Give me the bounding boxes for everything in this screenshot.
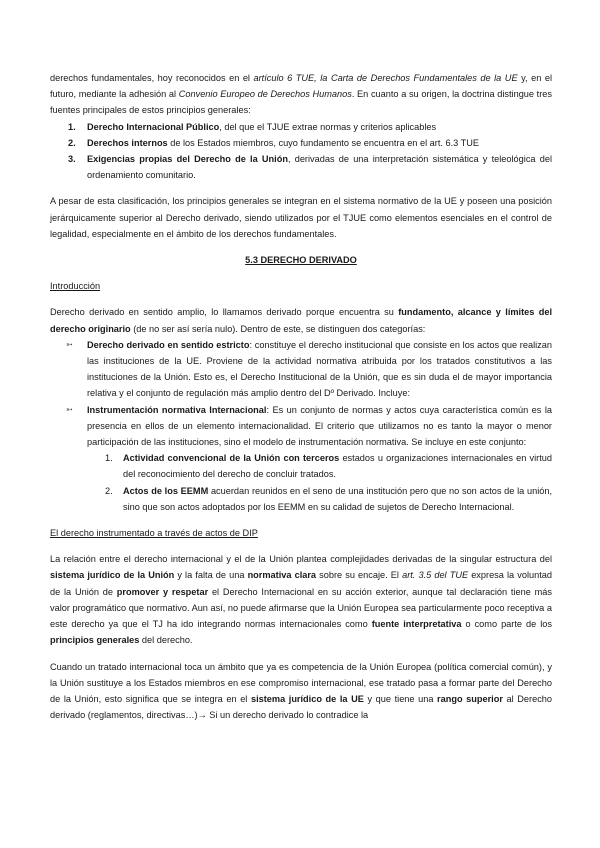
subitem-bold: Actos de los EEMM [123,485,209,496]
arrow-bullet-icon: ➳ [66,339,73,349]
list-item [87,483,552,515]
relation-text-5: el Derecho Internacional en su acción exterior, aunque tal declaración tiene más valor programático que normativo. Aun así, no puede afirmarse que la Unión Europea sea particularmente poco receptiva a este derecho ya que el TJ ha ido integrando normas internacionales como [50,586,552,630]
category-text: : Es un conjunto de normas y actos cuya característica común es la presencia en ellos de un elemento internacionalidad. El criterio que utilizamos no es tanto la mayor o menor participación de las instituciones, sino el modelo de instrumentación normativa. Se incluye en este conjunto: [87,404,552,448]
derived-bold-1: fundamento, alcance y límites del derecho originario [50,307,553,334]
relation-text-2: y la falta de una [174,570,248,581]
derived-text-2: (de no ser así sería nulo). Dentro de este, se distinguen dos categorías: [130,323,426,334]
list-item-text: , del que el TJUE extrae normas y criterios aplicables [219,121,437,132]
list-item-text: , derivadas de una interpretación sistemática y teleológica del ordenamiento comunitario. [87,154,552,181]
category-text: : constituye el derecho institucional que consiste en los actos que realizan las instituciones de la UE. Proviene de la actividad normativa atribuida por los tratados constitutivos a las instituciones de la Unión. Esto es, el Derecho Institucional de la Unión, que es sin duda el de mayor importancia relativa y el conjunto de regulación más amplio dentro del Dº Derivado. Incluye: [87,339,552,399]
list-number: 1. [68,121,76,132]
list-item [50,135,552,151]
relation-text-7: del derecho. [139,635,193,646]
category-bold: Derecho derivado en sentido estricto [87,339,250,350]
list-item [50,402,552,515]
subheading-dip: El derecho instrumentado a través de actos de DIP [50,528,258,539]
list-item-text: de los Estados miembros, cuyo fundamento se encuentra en el art. 6.3 TUE [167,137,480,148]
relation-italic-1: art. 3.5 del TUE [402,570,469,581]
intro-text-1: derechos fundamentales, hoy reconocidos en el [50,73,254,83]
relation-text-4: expresa la voluntad de la Unión de [50,570,552,597]
list-item [87,450,552,482]
intro-paragraph [50,70,552,119]
subheading-introduccion: Introducción [50,281,101,292]
relation-bold-4: fuente interpretativa [371,619,462,630]
derived-paragraph [50,304,552,336]
arrow-bullet-icon: ➳ [66,404,73,414]
treaty-paragraph [50,659,552,724]
relation-bold-2: normativa clara [247,570,317,581]
treaty-text-3: al Derecho derivado (reglamentos, directivas…)→ Si un derecho derivado lo contradice la [50,693,553,721]
list-number: 2. [105,485,113,496]
derived-text-1: Derecho derivado en sentido amplio, lo llamamos derivado porque encuentra su [50,307,399,318]
subitem-bold: Actividad convencional de la Unión con terceros [123,453,340,464]
list-item-bold: Derechos internos [87,137,168,148]
intro-text-2: y, en el futuro, mediante la adhesión al [50,73,552,100]
intro-italic-1: artículo 6 TUE, la Carta de Derechos Fundamentales de la UE [253,73,518,83]
treaty-bold-1: sistema jurídico de la UE [250,693,364,704]
section-title: 5.3 DERECHO DERIVADO [245,255,357,266]
categories-list [50,337,552,515]
list-number: 3. [68,154,76,165]
relation-bold-3: promover y respetar [116,586,209,597]
relation-bold-5: principios generales [50,635,140,646]
intro-text-3: . En cuanto a su origen, la doctrina distingue tres fuentes principales de estos principios generales: [50,89,553,116]
list-item [50,119,552,135]
category-bold: Instrumentación normativa Internacional [87,404,267,415]
treaty-text-1: Cuando un tratado internacional toca un ámbito que ya es competencia de la Unión Europea (política comercial común), y la Unión sustituye a los Estados miembros en ese compromiso internacional, ese tratado pasa a formar parte del Derecho de la Unión, esto significa que se integra en el [50,661,552,704]
list-number: 2. [68,137,76,148]
treaty-bold-2: rango superior [437,693,503,704]
relation-text-3: sobre su encaje. El [316,570,403,581]
list-number: 1. [105,453,113,464]
subitems-list [87,450,552,515]
sources-list [50,119,552,184]
document-page [50,70,552,723]
list-item-bold: Exigencias propias del Derecho de la Unión [87,154,288,165]
list-item-bold: Derecho Internacional Público [87,121,220,132]
relation-text-6: o como parte de los [461,619,552,630]
classification-paragraph: A pesar de esta clasificación, los principios generales se integran en el sistema normativo de la UE y poseen una posición jerárquicamente superior al Derecho derivado, siendo utilizados por el TJUE como elementos esenciales en el control de legalidad, especialmente en el ámbito de los derechos fundamentales. [50,196,552,239]
intro-italic-2: Convenio Europeo de Derechos Humanos [178,89,352,100]
subitem-text: acuerdan reunidos en el seno de una institución pero que no son actos de la unión, sino que son actos adoptados por los EEMM en su calidad de sujetos de Derecho Internacional. [123,485,553,512]
list-item [50,151,552,183]
list-item [50,337,552,402]
relation-bold-1: sistema jurídico de la Unión [50,570,175,581]
relation-text-1: La relación entre el derecho internacional y el de la Unión plantea complejidades derivadas de la singular estructura del [50,554,552,565]
treaty-text-2: y que tiene una [363,693,438,704]
subitem-text: estados u organizaciones internacionales en virtud del reconocimiento del derecho de concluir tratados. [123,453,552,480]
relation-paragraph [50,551,552,648]
